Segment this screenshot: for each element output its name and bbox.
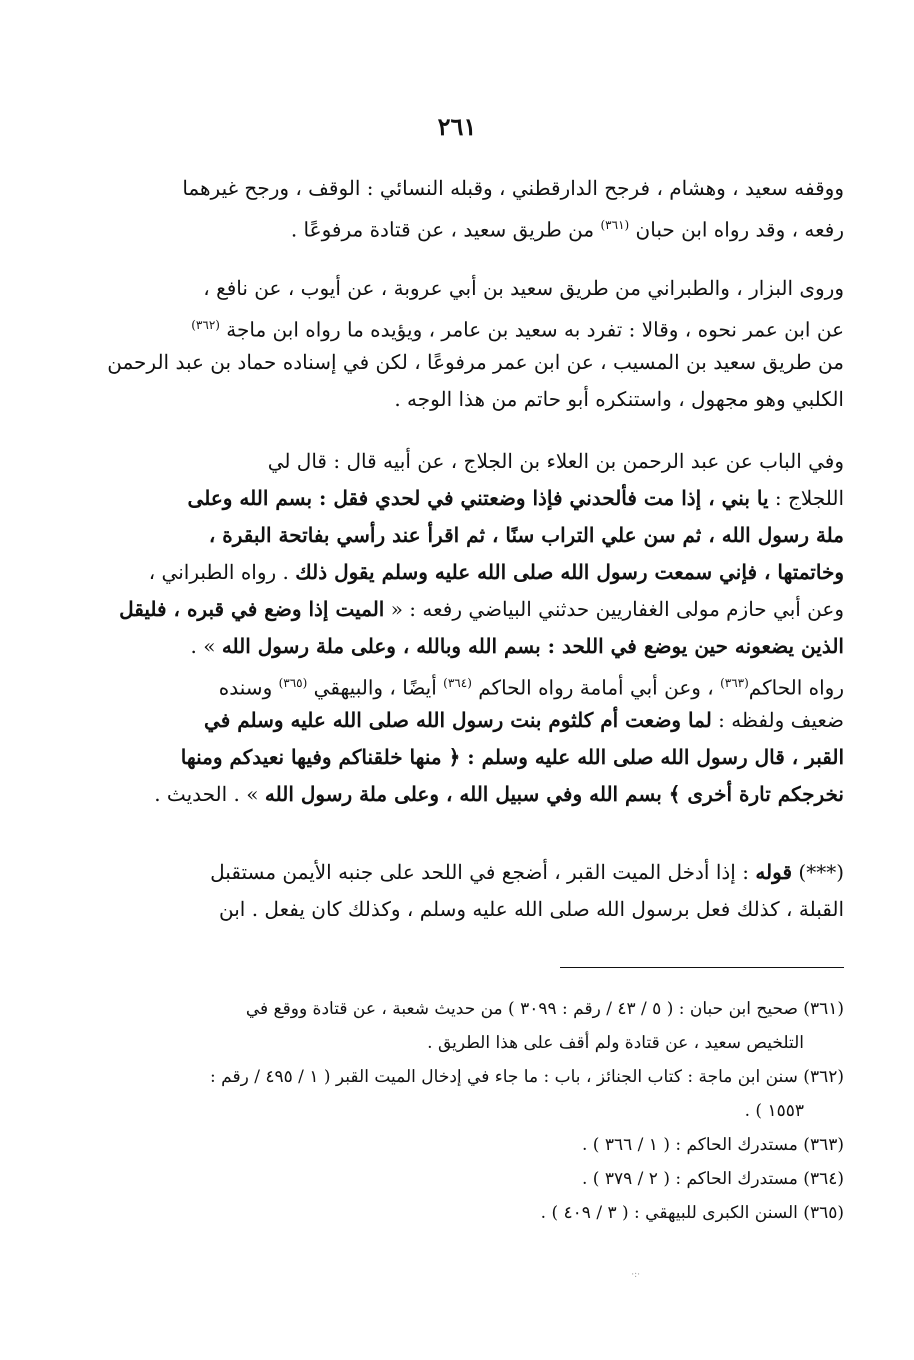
text-run: رواه الحاكم — [748, 675, 844, 700]
hadith-text: يا بني ، إذا مت فألحدني فإذا وضعتني في لحدي فقل : بسم الله وعلى — [187, 486, 769, 510]
paragraph-2 — [78, 270, 844, 418]
footnote-362: (٣٦٢) سنن ابن ماجة : كتاب الجنائز ، باب : ما جاء في إدخال الميت القبر ( ١ / ٤٩٥ / رقم : — [210, 1067, 844, 1087]
text-line: ووقفه سعيد ، وهشام ، فرجح الدارقطني ، وقبله النسائي : الوقف ، ورجح غيرهما — [182, 176, 844, 200]
text-run: : إذا أدخل الميت القبر ، أضجع في اللحد على جنبه الأيمن مستقبل — [210, 860, 756, 884]
hadith-text: الميت إذا وضع في قبره ، فليقل — [119, 597, 385, 621]
hadith-text: لما وضعت أم كلثوم بنت رسول الله صلى الله عليه وسلم في — [204, 708, 712, 732]
text-run: عن ابن عمر نحوه ، وقالا : تفرد به سعيد بن عامر ، ويؤيده ما رواه ابن ماجة — [219, 317, 844, 342]
text-run: اللجلاج : — [768, 486, 844, 510]
text-line — [78, 554, 844, 591]
footnote-361-continued: التلخيص سعيد ، عن قتادة ولم أقف على هذا الطريق . — [427, 1033, 804, 1053]
text-run: أيضًا ، والبيهقي — [307, 675, 444, 700]
text-line — [78, 702, 844, 739]
footnote-ref[interactable]: (٣٦٤) — [443, 676, 472, 690]
footnote-ref[interactable]: (٣٦٢) — [191, 318, 220, 332]
text-line: من طريق سعيد بن المسيب ، عن ابن عمر مرفوعًا ، لكن في إسناده حماد بن عبد الرحمن — [107, 350, 844, 374]
scan-speck: ·:· — [631, 1270, 640, 1280]
text-line — [78, 628, 844, 665]
footnote-ref[interactable]: (٣٦٣) — [720, 676, 749, 690]
footnote-361: (٣٦١) صحيح ابن حبان : ( ٥ / ٤٣ / رقم : ٣٠٩٩ ) من حديث شعبة ، عن قتادة ووقع في — [245, 999, 844, 1019]
text-line: وفي الباب عن عبد الرحمن بن العلاء بن الجلاج ، عن أبيه قال : قال لي — [267, 449, 844, 473]
hadith-text: القبر ، قال رسول الله صلى الله عليه وسلم : ﴿ منها خلقناكم وفيها نعيدكم ومنها — [180, 745, 844, 769]
text-line — [78, 207, 844, 244]
footnote-separator — [560, 967, 844, 968]
text-line: القبلة ، كذلك فعل برسول الله صلى الله عليه وسلم ، وكذلك كان يفعل . ابن — [219, 897, 844, 921]
text-line — [78, 480, 844, 517]
text-run: » . الحديث . — [154, 782, 265, 806]
text-line — [78, 665, 844, 702]
paragraph-4 — [78, 854, 844, 928]
text-run: (***) — [792, 860, 844, 884]
paragraph-3 — [78, 443, 844, 813]
text-line — [78, 307, 844, 344]
paragraph-1 — [78, 170, 844, 244]
page-number: ٢٦١ — [437, 112, 477, 141]
text-run: . رواه الطبراني ، — [148, 560, 296, 584]
hadith-text: الذين يضعونه حين يوضع في اللحد : بسم الله وبالله ، وعلى ملة رسول الله — [221, 634, 844, 658]
text-line — [78, 776, 844, 813]
footnote-365: (٣٦٥) السنن الكبرى للبيهقي : ( ٣ / ٤٠٩ ) . — [540, 1203, 844, 1223]
footnote-ref[interactable]: (٣٦١) — [600, 218, 630, 232]
text-run: وسنده — [218, 675, 279, 700]
text-run: من طريق سعيد ، عن قتادة مرفوعًا . — [290, 217, 601, 242]
hadith-text: وخاتمتها ، فإني سمعت رسول الله صلى الله عليه وسلم يقول ذلك — [295, 560, 844, 584]
text-run: ضعيف ولفظه : — [711, 708, 844, 732]
footnote-363: (٣٦٣) مستدرك الحاكم : ( ١ / ٣٦٦ ) . — [581, 1135, 844, 1155]
hadith-text: نخرجكم تارة أخرى ﴾ بسم الله وفي سبيل الله ، وعلى ملة رسول الله — [264, 782, 844, 806]
text-run: وعن أبي حازم مولى الغفاريين حدثني البياضي رفعه : « — [384, 597, 844, 621]
hadith-text: ملة رسول الله ، ثم سن علي التراب سنًا ، ثم اقرأ عند رأسي بفاتحة البقرة ، — [208, 523, 844, 547]
text-line: وروى البزار ، والطبراني من طريق سعيد بن أبي عروبة ، عن أيوب ، عن نافع ، — [203, 276, 844, 300]
text-run: ، وعن أبي أمامة رواه الحاكم — [471, 675, 721, 700]
text-run: رفعه ، وقد رواه ابن حبان — [629, 217, 844, 242]
text-line — [78, 591, 844, 628]
footnote-ref[interactable]: (٣٦٥) — [278, 676, 308, 690]
footnote-362-continued: ١٥٥٣ ) . — [744, 1101, 804, 1121]
footnote-364: (٣٦٤) مستدرك الحاكم : ( ٢ / ٣٧٩ ) . — [581, 1169, 844, 1189]
text-line — [78, 854, 844, 891]
text-line: الكلبي وهو مجهول ، واستنكره أبو حاتم من هذا الوجه . — [394, 387, 844, 411]
footnotes — [78, 992, 844, 1230]
keyword: قوله — [755, 860, 793, 884]
text-run: » . — [190, 634, 222, 658]
